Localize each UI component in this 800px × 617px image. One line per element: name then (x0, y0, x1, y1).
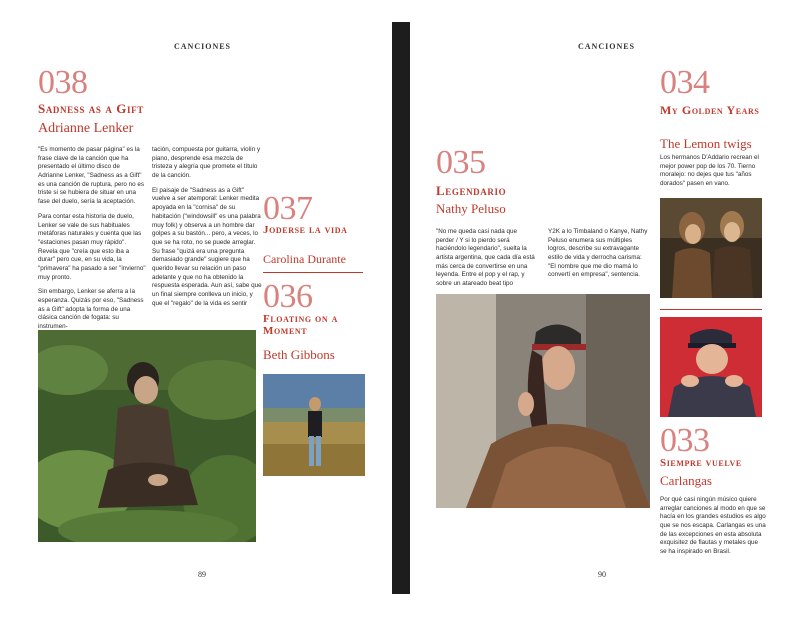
paragraph: El paisaje de "Sadness as a Gift" vuelve a ser atemporal: Lenker medita apoyada en la "cornisa" de su habitación ("windowsill" es una palabra muy folk) y observa a un hombre dar golpes a su bastón... pero, a veces, lo que se ha roto, no se puede arreglar. Su frase "quizá era una pregunta demasiado grande" sugiere que ha querido llevar su relación un paso adelante y que no ha obtenido la respuesta esperada. Aun así, sabe que un final siempre conlleva un inicio, y que el "regalo" de la vida es sentir (152, 186, 262, 307)
song-number-035: 035 (436, 144, 486, 181)
song-title-033: Siempre vuelve (660, 457, 742, 469)
song-number-036: 036 (263, 278, 313, 315)
photo-carlangas (660, 317, 762, 417)
divider (263, 272, 363, 273)
right-page (410, 22, 780, 594)
left-page (22, 22, 392, 594)
song-number-037: 037 (263, 190, 313, 227)
article-col2-038 (152, 146, 262, 314)
article-034: Los hermanos D'Addario recrean el mejor power pop de los 70. Tierno moralejo: no dejes que tus "años dorados" pasen en vano. (660, 154, 759, 188)
paragraph: "Es momento de pasar página" es la frase clave de la canción que ha presentado el último disco de Adrianne Lenker, "Sadness as a Gift" es una canción de ruptura, pero no es triste si se hubiera de situar en una fase del duelo, sería la aceptación. (38, 146, 145, 206)
photo-nathy-peluso (436, 294, 650, 508)
song-title-037: Joderse la vida (263, 224, 348, 236)
song-artist-034: The Lemon twigs (660, 136, 752, 151)
song-number-033: 033 (660, 422, 710, 459)
page-number: 90 (598, 570, 606, 579)
divider (660, 309, 762, 310)
song-artist-037: Carolina Durante (263, 252, 346, 266)
article-col1-038 (38, 146, 146, 338)
song-artist-038: Adrianne Lenker (38, 121, 134, 136)
photo-lemon-twigs (660, 198, 762, 298)
photo-beth-gibbons (263, 374, 365, 476)
song-artist-035: Nathy Peluso (436, 201, 506, 216)
song-title-038: Sadness as a Gift (38, 101, 144, 116)
article-033: Por qué casi ningún músico quiere arreglar canciones al modo en que se hacía en los grandes estudios es algo que se nos escapa. Carlangas es una de las excepciones en esta absoluta exquisitez de flautas y metales que se ha inspirado en Brasil. (660, 496, 766, 556)
running-head: CANCIONES (174, 42, 232, 51)
paragraph: tación, compuesta por guitarra, violín y piano, desprende esa mezcla de tristeza y alegría que promete el título de la canción. (152, 146, 261, 180)
song-number-034: 034 (660, 64, 710, 101)
song-title-036: Floating on a Moment (263, 313, 338, 337)
article-col1-035: "No me queda casi nada que perder / Y si lo pierdo será haciéndolo legendario", suelta la artista argentina, que cada día está más cerca de convertirse en una leyenda. Entre el pop y el rap, y sobre un atareado beat tipo (436, 228, 535, 288)
paragraph: Para contar esta historia de duelo, Lenker se vale de sus habituales metáforas naturales y cuenta que las "estaciones pasan muy rápido". Revela que "creía que esto iba a durar" pero cue, en su vida, la "primavera" ha pasado a ser "invierno" muy pronto. (38, 212, 146, 281)
paragraph: Sin embargo, Lenker se aferra a la esperanza. Quizás por eso, "Sadness as a Gift" adopta la forma de una clásica canción de fogata: su instrumen- (38, 288, 144, 331)
running-head: CANCIONES (578, 42, 636, 51)
song-title-035: Legendario (436, 183, 507, 198)
song-title-034: My Golden Years (660, 103, 760, 117)
song-artist-036: Beth Gibbons (263, 347, 335, 362)
photo-adrianne-lenker (38, 330, 256, 542)
book-spine (392, 22, 410, 594)
song-number-038: 038 (38, 64, 88, 101)
page-number: 89 (198, 570, 206, 579)
song-artist-033: Carlangas (660, 473, 712, 488)
article-col2-035: Y2K a lo Timbaland o Kanye, Nathy Peluso enumera sus múltiples logros, describe su extravagante estilo de vida y derrocha carisma: "El nombre que me dio mamá lo convertí en empresa", sentencia. (548, 228, 648, 279)
